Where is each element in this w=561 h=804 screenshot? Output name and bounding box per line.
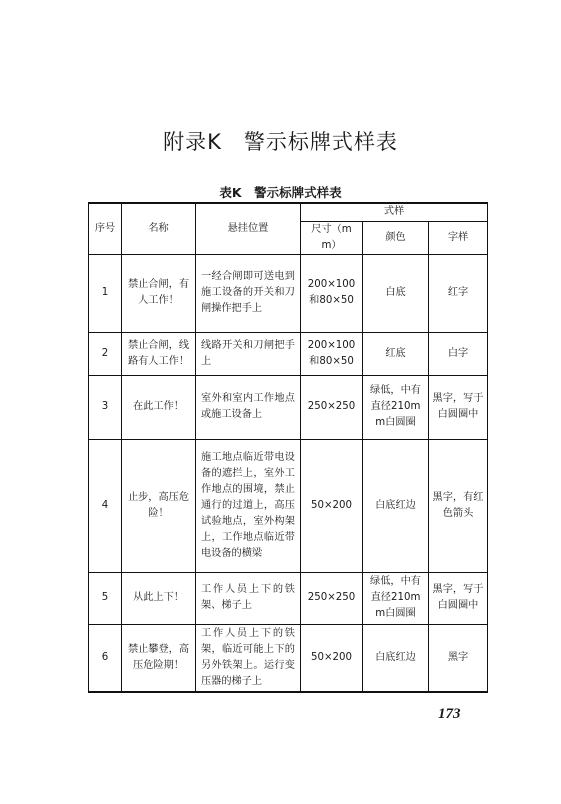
cell-size: 200×100和80×50 — [301, 332, 363, 375]
cell-size: 250×250 — [301, 572, 363, 624]
cell-color: 绿低，中有直径210mm白圆圈 — [363, 572, 429, 624]
cell-position: 室外和室内工作地点或施工设备上 — [196, 375, 301, 439]
table-row — [89, 572, 488, 624]
cell-name: 禁止合闸，有人工作！ — [122, 254, 196, 332]
cell-lettering: 黑字，写于白圆圈中 — [429, 375, 488, 439]
cell-size: 50×200 — [301, 624, 363, 692]
cell-name: 从此上下！ — [122, 572, 196, 624]
cell-index: 2 — [89, 332, 122, 375]
cell-color: 绿低，中有直径210mm白圆圈 — [363, 375, 429, 439]
cell-color: 白底红边 — [363, 439, 429, 572]
cell-name: 禁止合闸，线路有人工作！ — [122, 332, 196, 375]
cell-color: 白底红边 — [363, 624, 429, 692]
cell-position: 工作人员上下的铁架，临近可能上下的另外铁架上。运行变压器的梯子上 — [196, 624, 301, 692]
header-index: 序号 — [89, 203, 122, 254]
cell-name: 止步，高压危险！ — [122, 439, 196, 572]
cell-name: 禁止攀登，高压危险期！ — [122, 624, 196, 692]
table-row — [89, 624, 488, 692]
cell-color: 白底 — [363, 254, 429, 332]
cell-lettering: 红字 — [429, 254, 488, 332]
cell-position: 工作人员上下的铁架、梯子上 — [196, 572, 301, 624]
header-name: 名称 — [122, 203, 196, 254]
appendix-title: 附录K 警示标牌式样表 — [163, 130, 398, 154]
cell-name: 在此工作！ — [122, 375, 196, 439]
cell-position: 一经合闸即可送电到施工设备的开关和刀闸操作把手上 — [196, 254, 301, 332]
cell-size: 200×100和80×50 — [301, 254, 363, 332]
table-row — [89, 254, 488, 332]
header-position: 悬挂位置 — [196, 203, 301, 254]
table-row — [89, 332, 488, 375]
cell-color: 红底 — [363, 332, 429, 375]
header-lettering: 字样 — [429, 221, 488, 254]
header-size: 尺寸（mm） — [301, 221, 363, 254]
page-number: 173 — [438, 706, 461, 722]
header-color: 颜色 — [363, 221, 429, 254]
table-row — [89, 375, 488, 439]
cell-lettering: 白字 — [429, 332, 488, 375]
cell-index: 1 — [89, 254, 122, 332]
cell-lettering: 黑字 — [429, 624, 488, 692]
table-row — [89, 439, 488, 572]
cell-size: 50×200 — [301, 439, 363, 572]
cell-index: 5 — [89, 572, 122, 624]
cell-lettering: 黑字，有红色箭头 — [429, 439, 488, 572]
header-style: 式样 — [301, 203, 488, 221]
cell-position: 施工地点临近带电设备的遮拦上，室外工作地点的围境，禁止通行的过道上，高压试验地点，室外构架上，工作地点临近带电设备的横梁 — [196, 439, 301, 572]
cell-index: 4 — [89, 439, 122, 572]
cell-index: 3 — [89, 375, 122, 439]
cell-size: 250×250 — [301, 375, 363, 439]
cell-position: 线路开关和刀闸把手上 — [196, 332, 301, 375]
table-caption: 表K 警示标牌式样表 — [219, 185, 342, 200]
cell-lettering: 黑字，写于白圆圈中 — [429, 572, 488, 624]
cell-index: 6 — [89, 624, 122, 692]
warning-sign-table — [88, 202, 488, 693]
